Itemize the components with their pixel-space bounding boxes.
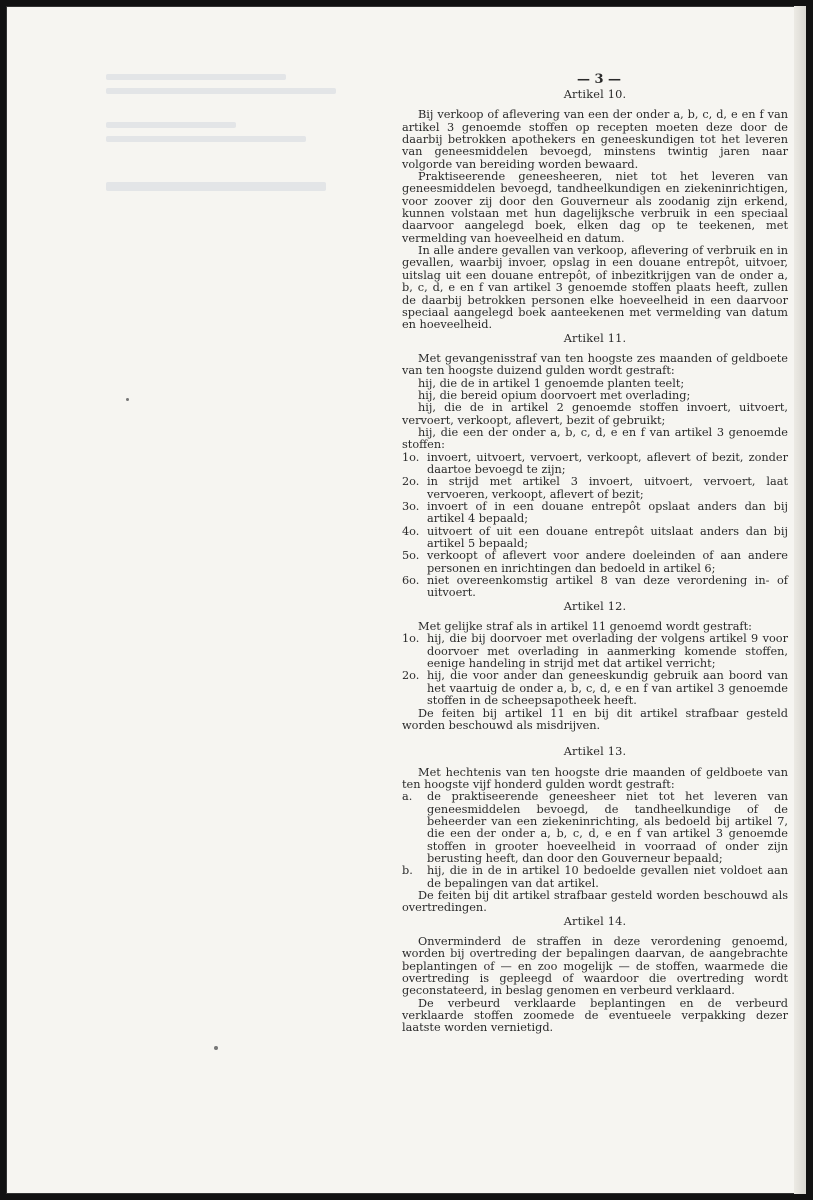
list-item <box>402 791 788 865</box>
clause-line: hij, die een der onder a, b, c, d, e en f van artikel 3 genoemde stoffen: <box>402 425 788 452</box>
paragraph: In alle andere gevallen van verkoop, aflevering of verbruik en in gevallen, waarbij invoer, opslag in een douane entrepôt, uitvoer, uitslag uit een douane entrepôt, of inbezitkrijgen van de onder a, b, c, d, e en f van artikel 3 genoemde stoffen plaats heeft, zullen de daarbij betrokken personen elke hoeveelheid in een daarvoor speciaal aangelegd boek aanteekenen met vermelding van datum en hoeveelheid. <box>402 244 788 332</box>
clause-line: hij, die de in artikel 1 genoemde planten teelt; <box>418 376 685 390</box>
artikel-13-list <box>402 791 788 890</box>
list-item-text: in strijd met artikel 3 invoert, uitvoert, vervoert, laat vervoeren, verkoopt, aflevert of bezit; <box>427 475 788 501</box>
list-item-text: invoert, uitvoert, vervoert, verkoopt, aflevert of bezit, zonder daartoe bevoegd te zijn; <box>427 450 788 476</box>
list-item-text: niet overeenkomstig artikel 8 van deze verordening in- of uitvoert. <box>427 574 788 600</box>
list-item-number: a. <box>402 790 413 804</box>
paragraph: Onverminderd de straffen in deze verordening genoemd, worden bij overtreding der bepalingen daarvan, de aangebrachte beplantingen of — en zoo mogelijk — de stoffen, waarmede die overtreding is gepleegd of waardoor die overtreding wordt geconstateerd, in beslag genomen en verbeurd verklaard. <box>402 935 788 998</box>
list-item-number: 1o. <box>402 632 420 646</box>
list-item-number: 2o. <box>402 669 420 683</box>
list-item-text: invoert of in een douane entrepôt opslaat anders dan bij artikel 4 bepaald; <box>427 500 788 526</box>
bleed-through-ghost <box>106 66 356 286</box>
list-item-number: 1o. <box>402 450 420 464</box>
list-item <box>402 575 788 600</box>
list-item-number: 2o. <box>402 475 420 489</box>
heading-artikel-11: Artikel 11. <box>563 331 627 345</box>
paragraph: Met gevangenisstraf van ten hoogste zes maanden of geldboete van ten hoogste duizend gulden wordt gestraft: <box>402 351 788 378</box>
list-item-text: de praktiseerende geneesheer niet tot het leveren van geneesmiddelen bevoegd, de tandheelkundige of de beheerder van een ziekeninrichting, als bedoeld bij artikel 7, die een der onder a, b, c, d, e en f van artikel 3 genoemde stoffen in grooter hoeveelheid in voorraad of onder zijn berusting heeft, dan door den Gouverneur bepaald; <box>427 790 788 865</box>
artikel-11-list <box>402 452 788 600</box>
list-item <box>402 670 788 707</box>
page-number: — 3 — <box>576 72 622 87</box>
list-item-text: hij, die voor ander dan geneeskundig gebruik aan boord van het vaartuig de onder a, b, c, d, e en f van artikel 3 genoemde stoffen in de scheepsapotheek heeft. <box>427 669 788 708</box>
list-item <box>402 550 788 575</box>
list-item <box>402 633 788 670</box>
artikel-12-list <box>402 633 788 707</box>
list-item-number: 6o. <box>402 574 420 588</box>
text-column <box>402 72 788 1035</box>
list-item-text: verkoopt of aflevert voor andere doeleinden of aan andere personen en inrichtingen dan bedoeld in artikel 6; <box>427 549 788 575</box>
heading-artikel-13: Artikel 13. <box>563 745 627 759</box>
paragraph: Praktiseerende geneesheeren, niet tot het leveren van geneesmiddelen bevoegd, tandheelkundigen en ziekeninrichtigen, voor zoover zij door den Gouverneur als zoodanig zijn erkend, kunnen volstaan met hun dagelijksche verbruik in een speciaal daarvoor aangelegd boek, elken dag op te teekenen, met vermelding van hoeveelheid en datum. <box>402 170 788 245</box>
paragraph: De feiten bij dit artikel strafbaar gesteld worden beschouwd als overtredingen. <box>402 888 788 915</box>
list-item-number: 3o. <box>402 500 420 513</box>
paragraph: De verbeurd verklaarde beplantingen en de verbeurd verklaarde stoffen zoomede de eventueele verpakking dezer laatste worden vernietigd. <box>402 996 788 1035</box>
list-item <box>402 526 788 551</box>
list-item-text: hij, die in de in artikel 10 bedoelde gevallen niet voldoet aan de bepalingen van dat artikel. <box>427 864 788 890</box>
list-item <box>402 865 788 890</box>
paragraph: Met gelijke straf als in artikel 11 genoemd wordt gestraft: <box>418 620 752 634</box>
paragraph: Met hechtenis van ten hoogste drie maanden of geldboete van ten hoogste vijf honderd gulden wordt gestraft: <box>402 765 788 791</box>
list-item-text: uitvoert of uit een douane entrepôt uitslaat anders dan bij artikel 5 bepaald; <box>427 524 788 551</box>
paragraph: Bij verkoop of aflevering van een der onder a, b, c, d, e en f van artikel 3 genoemde stoffen op recepten moeten deze door de daarbij betrokken apothekers en geneeskundigen tot het leveren van geneesmiddelen bevoegd, minstens twintig jaren naar volgorde van bereiding worden bewaard. <box>402 108 788 171</box>
clause-line: hij, die de in artikel 2 genoemde stoffen invoert, uitvoert, vervoert, verkoopt, aflevert, bezit of gebruikt; <box>402 401 788 427</box>
list-item <box>402 501 788 526</box>
list-item <box>402 452 788 477</box>
heading-artikel-12: Artikel 12. <box>563 599 627 613</box>
page-edge-shadow <box>794 6 806 1194</box>
list-item-number: 4o. <box>402 524 420 538</box>
list-item <box>402 476 788 501</box>
list-item-number: b. <box>402 864 413 878</box>
speck <box>214 1046 218 1050</box>
paragraph: De feiten bij artikel 11 en bij dit artikel strafbaar gesteld worden beschouwd als misdrijven. <box>402 706 788 732</box>
heading-artikel-10: Artikel 10. <box>563 88 627 101</box>
list-item-number: 5o. <box>402 549 420 563</box>
heading-artikel-14: Artikel 14. <box>563 914 627 928</box>
document-page <box>6 6 806 1194</box>
speck <box>126 398 129 401</box>
clause-line: hij, die bereid opium doorvoert met overlading; <box>418 388 691 402</box>
list-item-text: hij, die bij doorvoer met overlading der volgens artikel 9 voor doorvoer met overlading in aanmerking komende stoffen, eenige handeling in strijd met dat artikel verricht; <box>427 632 788 671</box>
